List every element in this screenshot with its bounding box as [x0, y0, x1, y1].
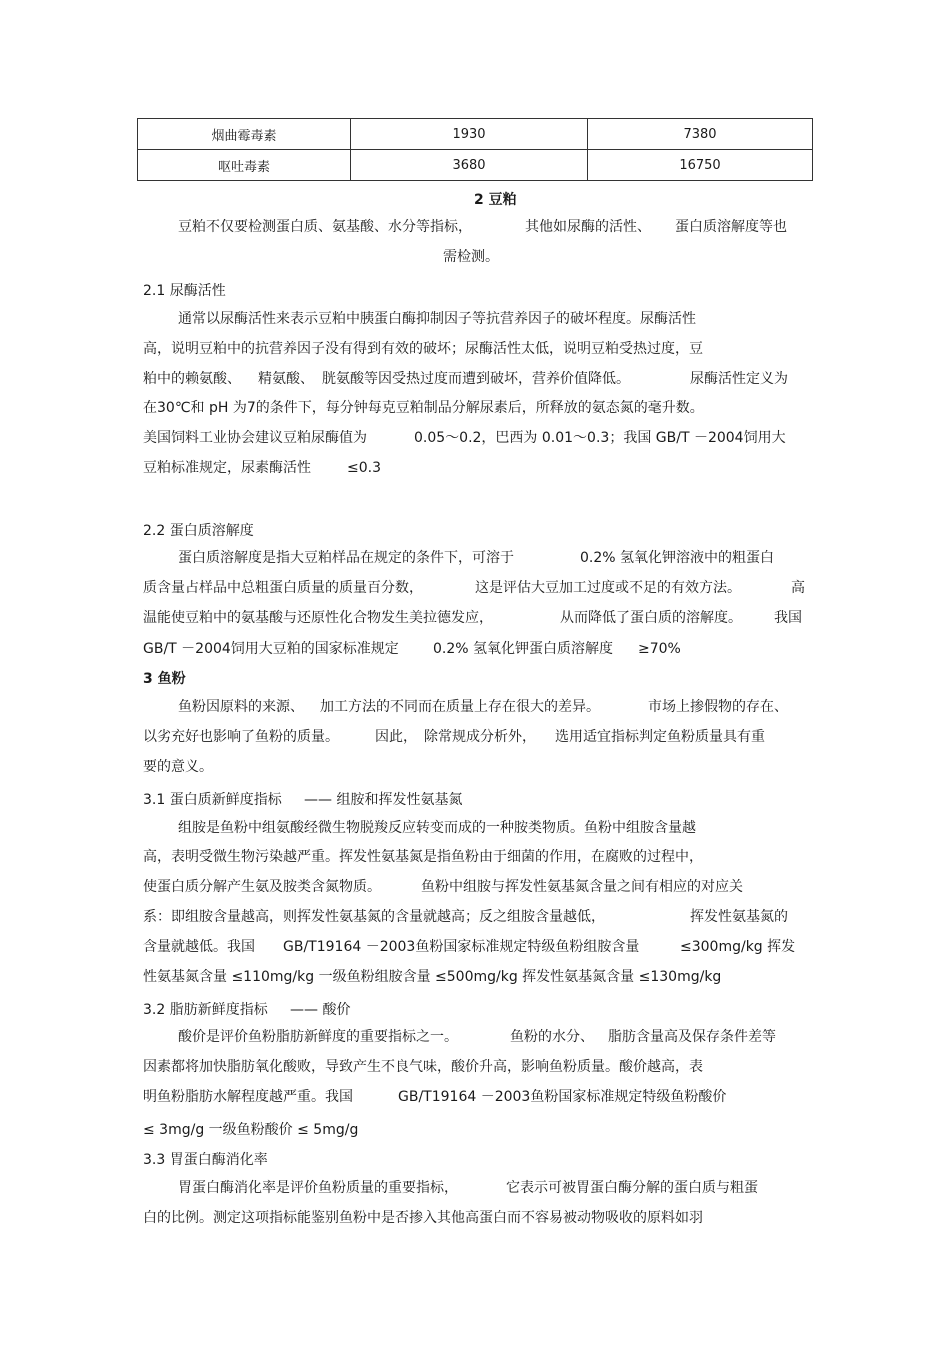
- text-line: 温能使豆粕中的氨基酸与还原性化合物发生美拉德发应，: [143, 610, 493, 626]
- text-line: ≥70%: [638, 641, 681, 657]
- text-line: 豆粕不仅要检测蛋白质、氨基酸、水分等指标，: [178, 219, 472, 235]
- text-line: ≤300mg/kg 挥发: [680, 939, 796, 955]
- text-line: 高，表明受微生物污染越严重。挥发性氨基氮是指鱼粉由于细菌的作用，在腐败的过程中，: [143, 849, 703, 865]
- section-heading: 3 鱼粉: [143, 671, 186, 687]
- text-line: 以劣充好也影响了鱼粉的质量。: [143, 729, 339, 745]
- value-cell: 7380: [588, 119, 813, 150]
- text-line: 加工方法的不同而在质量上存在很大的差异。: [320, 699, 600, 715]
- text-line: 市场上掺假物的存在、: [648, 699, 788, 715]
- text-line: 0.2% 氢氧化钾溶液中的粗蛋白: [580, 550, 775, 566]
- text-line: 因此，: [375, 729, 417, 745]
- text-line: 使蛋白质分解产生氨及胺类含氮物质。: [143, 879, 381, 895]
- text-line: 需检测。: [443, 249, 499, 265]
- text-line: 高，说明豆粕中的抗营养因子没有得到有效的破坏；尿酶活性太低，说明豆粕受热过度，豆: [143, 341, 703, 357]
- text-line: ≤ 3mg/g 一级鱼粉酸价 ≤ 5mg/g: [143, 1122, 359, 1138]
- text-line: 尿酶活性定义为: [690, 371, 788, 387]
- text-line: 系：即组胺含量越高，则挥发性氨基氮的含量就越高；反之组胺含量越低，: [143, 909, 605, 925]
- text-line: 美国饲料工业协会建议豆粕尿酶值为: [143, 430, 367, 446]
- table-row: [138, 150, 813, 181]
- text-line: 鱼粉中组胺与挥发性氨基氮含量之间有相应的对应关: [421, 879, 743, 895]
- text-line: 这是评估大豆加工过度或不足的有效方法。: [475, 580, 741, 596]
- text-line: GB/T －2004饲用大豆粕的国家标准规定: [143, 641, 399, 657]
- text-line: 2.2 蛋白质溶解度: [143, 523, 254, 539]
- text-line: 蛋白质溶解度是指大豆粕样品在规定的条件下，可溶于: [178, 550, 514, 566]
- toxin-name-cell: 烟曲霉毒素: [138, 119, 351, 150]
- text-line: 0.2% 氢氧化钾蛋白质溶解度: [433, 641, 614, 657]
- text-line: 0.05～0.2，巴西为 0.01～0.3；我国 GB/T －2004饲用大: [414, 430, 786, 446]
- text-line: 白的比例。测定这项指标能鉴别鱼粉中是否掺入其他高蛋白而不容易被动物吸收的原料如羽: [143, 1210, 703, 1226]
- text-line: GB/T19164 －2003鱼粉国家标准规定特级鱼粉酸价: [398, 1089, 727, 1105]
- text-line: 含量就越低。我国: [143, 939, 255, 955]
- value-cell: 16750: [588, 150, 813, 181]
- text-line: 因素都将加快脂肪氧化酸败，导致产生不良气味，酸价升高，影响鱼粉质量。酸价越高，表: [143, 1059, 703, 1075]
- text-line: —— 组胺和挥发性氨基氮: [304, 792, 463, 808]
- text-line: 精氨酸、: [258, 371, 314, 387]
- text-line: 3.1 蛋白质新鲜度指标: [143, 792, 282, 808]
- text-line: 豆粕标准规定，尿素酶活性: [143, 460, 311, 476]
- text-line: 性氨基氮含量 ≤110mg/kg 一级鱼粉组胺含量 ≤500mg/kg 挥发性氨基氮含量 ≤130mg/kg: [143, 969, 722, 985]
- text-line: 除常规成分析外，: [424, 729, 536, 745]
- text-line: 高: [791, 580, 805, 596]
- text-line: 粕中的赖氨酸、: [143, 371, 241, 387]
- text-line: 组胺是鱼粉中组氨酸经微生物脱羧反应转变而成的一种胺类物质。鱼粉中组胺含量越: [178, 820, 696, 836]
- text-line: 脂肪含量高及保存条件差等: [608, 1029, 776, 1045]
- text-line: 鱼粉因原料的来源、: [178, 699, 304, 715]
- text-line: 2.1 尿酶活性: [143, 283, 226, 299]
- text-line: 选用适宜指标判定鱼粉质量具有重: [555, 729, 765, 745]
- text-line: ≤0.3: [347, 460, 381, 476]
- text-line: 要的意义。: [143, 759, 213, 775]
- text-line: —— 酸价: [290, 1002, 351, 1018]
- text-line: GB/T19164 －2003鱼粉国家标准规定特级鱼粉组胺含量: [283, 939, 640, 955]
- text-line: 胱氨酸等因受热过度而遭到破坏，营养价值降低。: [322, 371, 630, 387]
- text-line: 挥发性氨基氮的: [690, 909, 788, 925]
- text-line: 明鱼粉脂肪水解程度越严重。我国: [143, 1089, 353, 1105]
- text-line: 3.2 脂肪新鲜度指标: [143, 1002, 268, 1018]
- text-line: 通常以尿酶活性来表示豆粕中胰蛋白酶抑制因子等抗营养因子的破坏程度。尿酶活性: [178, 311, 696, 327]
- value-cell: 3680: [351, 150, 588, 181]
- text-line: 3.3 胃蛋白酶消化率: [143, 1152, 268, 1168]
- table-row: [138, 119, 813, 150]
- value-cell: 1930: [351, 119, 588, 150]
- text-line: 我国: [774, 610, 802, 626]
- text-line: 它表示可被胃蛋白酶分解的蛋白质与粗蛋: [506, 1180, 758, 1196]
- text-line: 鱼粉的水分、: [510, 1029, 594, 1045]
- toxin-table: [137, 118, 813, 181]
- text-line: 其他如尿酶的活性、: [525, 219, 651, 235]
- text-line: 蛋白质溶解度等也: [675, 219, 787, 235]
- toxin-name-cell: 呕吐毒素: [138, 150, 351, 181]
- text-line: 质含量占样品中总粗蛋白质量的质量百分数，: [143, 580, 423, 596]
- text-line: 在30℃和 pH 为7的条件下，每分钟每克豆粕制品分解尿素后，所释放的氨态氮的毫升数。: [143, 400, 704, 416]
- section-heading: 2 豆粕: [474, 192, 517, 208]
- text-line: 从而降低了蛋白质的溶解度。: [560, 610, 742, 626]
- text-line: 酸价是评价鱼粉脂肪新鲜度的重要指标之一。: [178, 1029, 458, 1045]
- text-line: 胃蛋白酶消化率是评价鱼粉质量的重要指标，: [178, 1180, 458, 1196]
